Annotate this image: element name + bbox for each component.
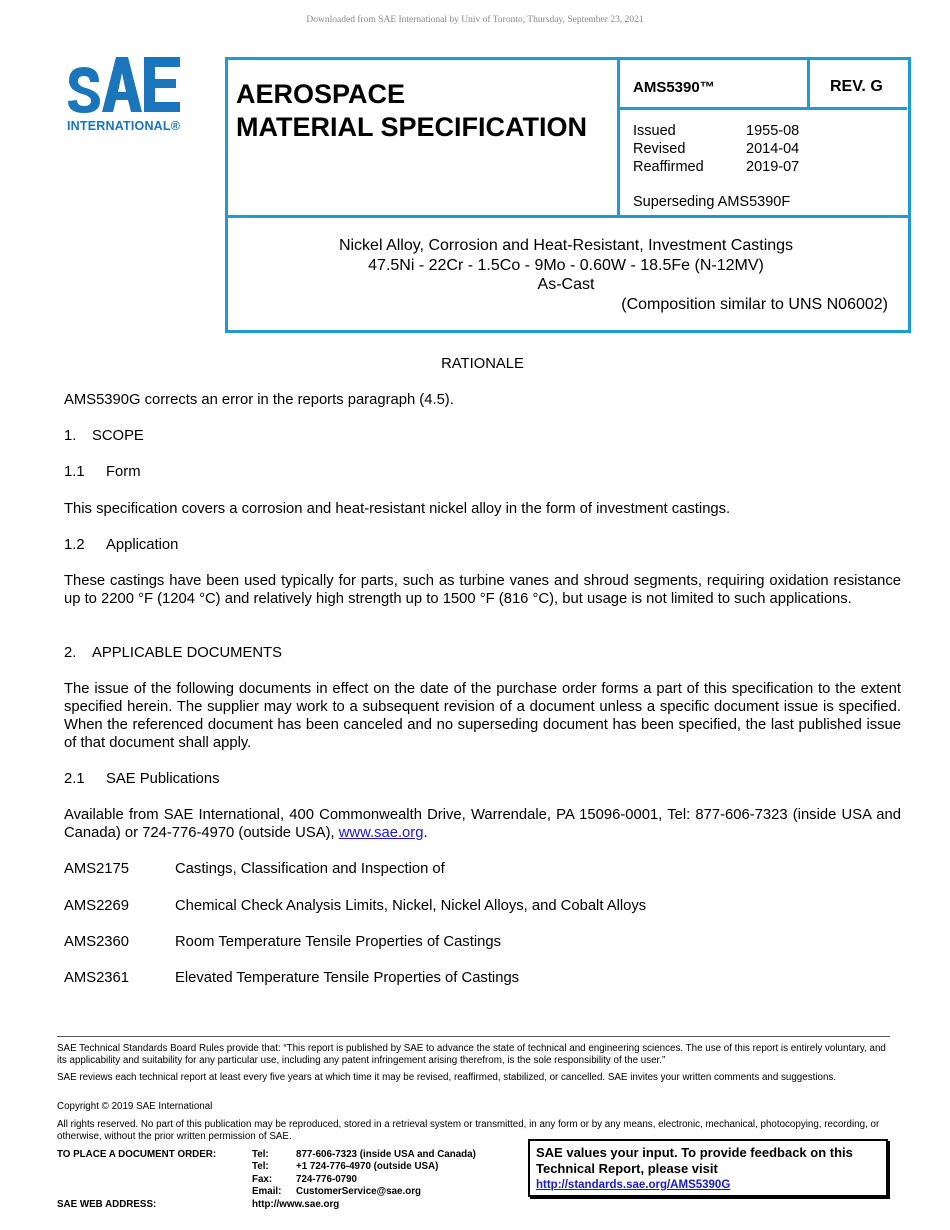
contact-row: Tel: +1 724-776-4970 (outside USA) <box>252 1161 439 1173</box>
document-number: AMS5390™ <box>633 79 715 96</box>
date-row-revised: Revised 2014-04 <box>633 141 800 157</box>
contact-row: Fax: 724-776-0790 <box>252 1173 358 1185</box>
footer-rights: All rights reserved. No part of this publication may be reproduced, stored in a retrieval system or transmitted, in any form or by any means, electronic, mechanical, photocopying, recording, or otherwise, without the prior written permission of SAE. <box>57 1119 880 1142</box>
rationale-text: AMS5390G corrects an error in the reports paragraph (4.5). <box>64 392 454 408</box>
reference-row: AMS2175 Castings, Classification and Inspection of <box>64 861 445 877</box>
footer-divider <box>57 1036 890 1037</box>
header-divider <box>617 57 620 218</box>
form-paragraph: This specification covers a corrosion and heat-resistant nickel alloy in the form of investment castings. <box>64 501 731 517</box>
section-heading-scope: 1. SCOPE <box>64 428 144 444</box>
footer-review: SAE reviews each technical report at least every five years at which time it may be revised, reaffirmed, stabilized, or cancelled. SAE invites your written comments and suggestions. <box>57 1072 837 1083</box>
feedback-link[interactable]: http://standards.sae.org/AMS5390G <box>536 1179 731 1191</box>
document-subject: Nickel Alloy, Corrosion and Heat-Resistant, Investment Castings 47.5Ni - 22Cr - 1.5Co - 9Mo - 0.60W - 18.5Fe (N-12MV) As-Cast (Composition similar to UNS N06002) <box>338 237 888 313</box>
feedback-box: SAE values your input. To provide feedback on this Technical Report, please visit http://standards.sae.org/AMS5390G <box>528 1139 888 1197</box>
footer-rules: SAE Technical Standards Board Rules provide that: “This report is published by SAE to advance the state of technical and engineering sciences. The use of this report is entirely voluntary, and its applicability and suitability for any particular use, including any patent infringement arising therefrom, is the sole responsibility of the user.” <box>57 1043 886 1066</box>
contact-row: Email: CustomerService@sae.org <box>252 1185 421 1197</box>
date-history <box>633 122 799 176</box>
document-type-title: AEROSPACE MATERIAL SPECIFICATION <box>236 79 587 142</box>
date-row-reaffirmed: Reaffirmed 2019-07 <box>633 159 800 175</box>
revision-label: REV. G <box>830 78 883 95</box>
superseding-note: Superseding AMS5390F <box>633 194 791 210</box>
sae-website-link[interactable]: www.sae.org <box>338 825 424 841</box>
sae-logo-subtitle: INTERNATIONAL® <box>67 119 181 133</box>
date-row-issued: Issued 1955-08 <box>633 123 800 139</box>
contact-row: Tel: 877-606-7323 (inside USA and Canada) <box>252 1149 476 1160</box>
section-heading-form: 1.1 Form <box>64 464 141 480</box>
reference-row: AMS2360 Room Temperature Tensile Properties of Castings <box>64 934 501 950</box>
download-note: Downloaded from SAE International by Univ of Toronto, Thursday, September 23, 2021 <box>306 15 644 25</box>
footer-copyright: Copyright © 2019 SAE International <box>57 1101 213 1112</box>
web-address-value[interactable]: http://www.sae.org <box>252 1199 340 1210</box>
order-label: TO PLACE A DOCUMENT ORDER: <box>57 1149 217 1160</box>
web-address-label: SAE WEB ADDRESS: <box>57 1199 157 1210</box>
applicable-documents-paragraph: The issue of the following documents in effect on the date of the purchase order forms a part of this specification to the extent specified herein. The supplier may work to a subsequent revision of a document unless a specific document issue is specified. When the referenced document has been canceled and no superseding document has been specified, the last published issue of that document shall apply. <box>64 681 901 751</box>
reference-row: AMS2269 Chemical Check Analysis Limits, Nickel, Nickel Alloys, and Cobalt Alloys <box>64 898 647 914</box>
section-heading-sae-publications: 2.1 SAE Publications <box>64 771 220 787</box>
order-contacts <box>252 1149 476 1198</box>
section-heading-applicable-documents: 2. APPLICABLE DOCUMENTS <box>64 645 282 661</box>
rationale-heading: RATIONALE <box>441 356 524 372</box>
application-paragraph: These castings have been used typically for parts, such as turbine vanes and shroud segments, requiring oxidation resistance up to 2200 °F (1204 °C) and relatively high strength up to 1500 °F (816 °C), but usage is not limited to such applications. <box>64 573 901 607</box>
section-heading-application: 1.2 Application <box>64 537 179 553</box>
header-divider <box>225 215 908 218</box>
header-divider <box>807 57 810 109</box>
reference-row: AMS2361 Elevated Temperature Tensile Properties of Castings <box>64 970 520 986</box>
header-divider <box>617 107 907 110</box>
sae-publications-paragraph: Available from SAE International, 400 Commonwealth Drive, Warrendale, PA 15096-0001, Tel: 877-606-7323 (inside USA and Canada) or 724-776-4970 (outside USA), www.sae.org. <box>64 807 901 841</box>
